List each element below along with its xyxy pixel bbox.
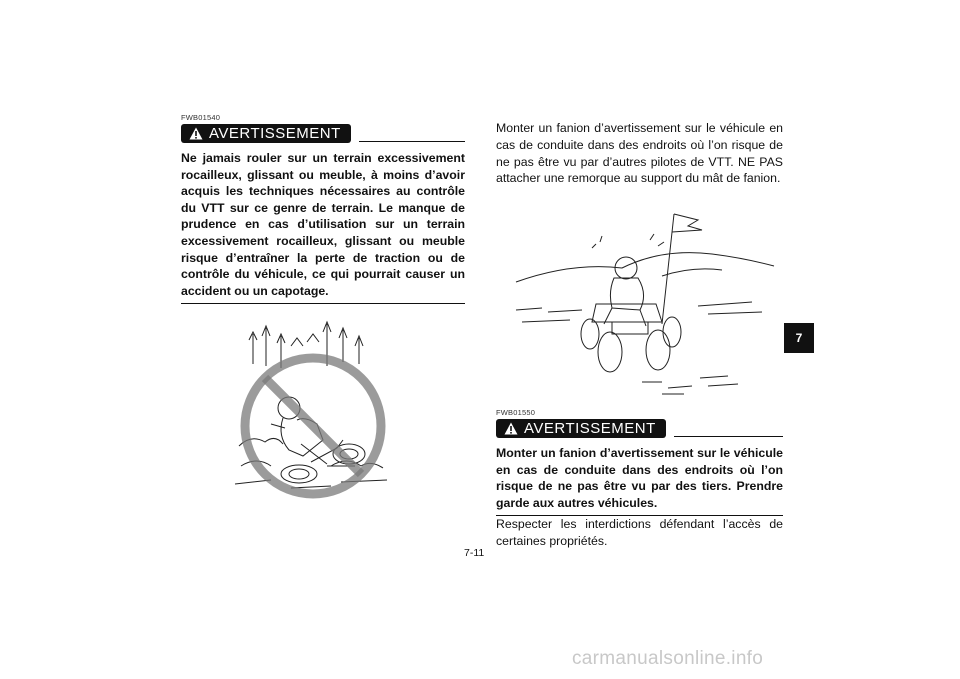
warning-code: FWB01550 — [496, 408, 536, 417]
property-access-text: Respecter les interdictions défendant l’accès de certaines propriétés. — [496, 517, 783, 548]
right-warning-section — [496, 408, 783, 516]
watermark-text: carmanualsonline.info — [572, 648, 764, 669]
right-intro-section — [496, 120, 783, 187]
warning-header — [181, 123, 465, 143]
rocky-terrain-prohibited-illustration — [231, 316, 391, 500]
warning-triangle-icon — [504, 422, 518, 435]
warning-header — [496, 418, 783, 438]
warning-triangle-icon — [189, 127, 203, 140]
warning-badge — [181, 124, 351, 143]
page-number: 7-11 — [464, 547, 485, 559]
warning-code: FWB01540 — [181, 113, 221, 122]
warning-text: Monter un fanion d’avertissement sur le véhicule en cas de conduite dans des endroits où l’on risque de ne pas être vu par des tiers. Prendre garde aux autres véhicules. — [496, 445, 783, 516]
warning-badge — [496, 419, 666, 438]
property-text-section — [496, 516, 783, 550]
flag-intro-text: Monter un fanion d’avertissement sur le véhicule en cas de conduite dans des endroits où l’on risque de ne pas être vu par d’autres pilotes de VTT. NE PAS attacher une remorque au support du mât de fanion. — [496, 121, 783, 186]
warning-rule — [359, 141, 465, 142]
atv-with-flag-illustration — [512, 206, 776, 402]
warning-label: AVERTISSEMENT — [209, 125, 341, 142]
left-warning-section — [181, 113, 465, 304]
warning-rule — [674, 436, 783, 437]
warning-text: Ne jamais rouler sur un terrain excessivement rocailleux, glissant ou meuble, à moins d’avoir acquis les techniques nécessaires au contrôle du VTT sur ce genre de terrain. Le manque de prudence en cas d’utilisation sur un terrain excessivement rocailleux, glissant ou meuble risque d’entraîner la perte de traction ou de contrôle du véhicule, ce qui pourrait causer un accident ou un capotage. — [181, 150, 465, 304]
chapter-tab: 7 — [784, 323, 814, 353]
warning-label: AVERTISSEMENT — [524, 420, 656, 437]
